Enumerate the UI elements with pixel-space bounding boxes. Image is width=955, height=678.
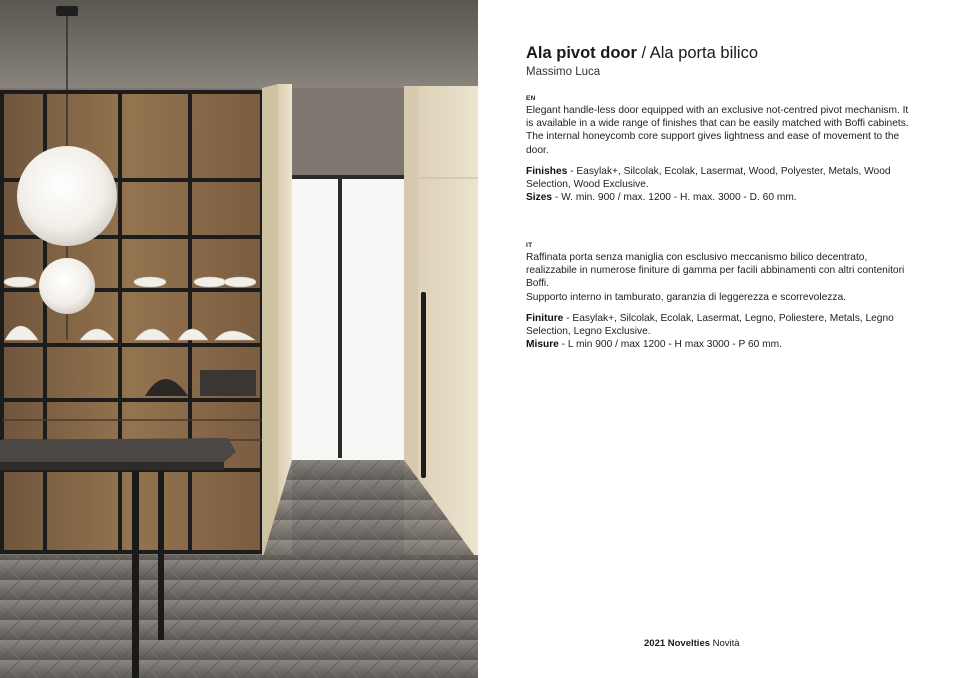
sizes-label-en: Sizes <box>526 192 553 204</box>
sizes-label-it: Misure <box>526 339 559 351</box>
title-it: Ala porta bilico <box>649 44 758 62</box>
italian-section <box>526 242 914 351</box>
product-title <box>526 44 758 63</box>
sizes-value-en: - W. min. 900 / max. 1200 - H. max. 3000 - D. 60 mm. <box>552 192 797 204</box>
description-en-1: Elegant handle-less door equipped with an exclusive not-centred pivot mechanism. It is available in a wide range of finishes that can be easily matched with Boffi cabinets. <box>526 105 909 130</box>
language-label-en: EN <box>526 95 536 102</box>
sizes-it <box>526 338 914 351</box>
finishes-it <box>526 312 914 338</box>
description-it-2: Supporto interno in tamburato, garanzia di leggerezza e scorrevolezza. <box>526 291 846 303</box>
footer-novelties: 2021 Novelties <box>644 638 711 649</box>
title-separator: / <box>636 44 650 62</box>
sizes-value-it: - L min 900 / max 1200 - H max 3000 - P 60 mm. <box>558 339 782 351</box>
title-en: Ala pivot door <box>526 44 637 62</box>
finishes-value-en: - Easylak+, Silcolak, Ecolak, Lasermat, Wood, Polyester, Metals, Wood Selection, Wood Exclusive. <box>526 165 891 191</box>
description-it-1: Raffinata porta senza maniglia con esclusivo meccanismo bilico decentrato, realizzabile in numerose finiture di gamma per facili abbinamenti con altri contenitori Boffi. <box>526 252 905 290</box>
finishes-value-it: - Easylak+, Silcolak, Ecolak, Lasermat, Legno, Poliestere, Metals, Legno Selection, Legno Exclusive. <box>526 312 894 338</box>
description-en-2: The internal honeycomb core support gives lightness and ease of movement to the door. <box>526 131 900 156</box>
designer-name: Massimo Luca <box>526 66 601 78</box>
sizes-en <box>526 191 914 204</box>
english-section <box>526 95 914 204</box>
finishes-label-it: Finiture <box>526 312 564 324</box>
page-footer <box>644 638 740 649</box>
language-label-it: IT <box>526 242 533 249</box>
finishes-en <box>526 165 914 191</box>
product-description <box>526 0 916 678</box>
finishes-label-en: Finishes <box>526 165 568 177</box>
footer-novita: Novità <box>710 638 740 649</box>
